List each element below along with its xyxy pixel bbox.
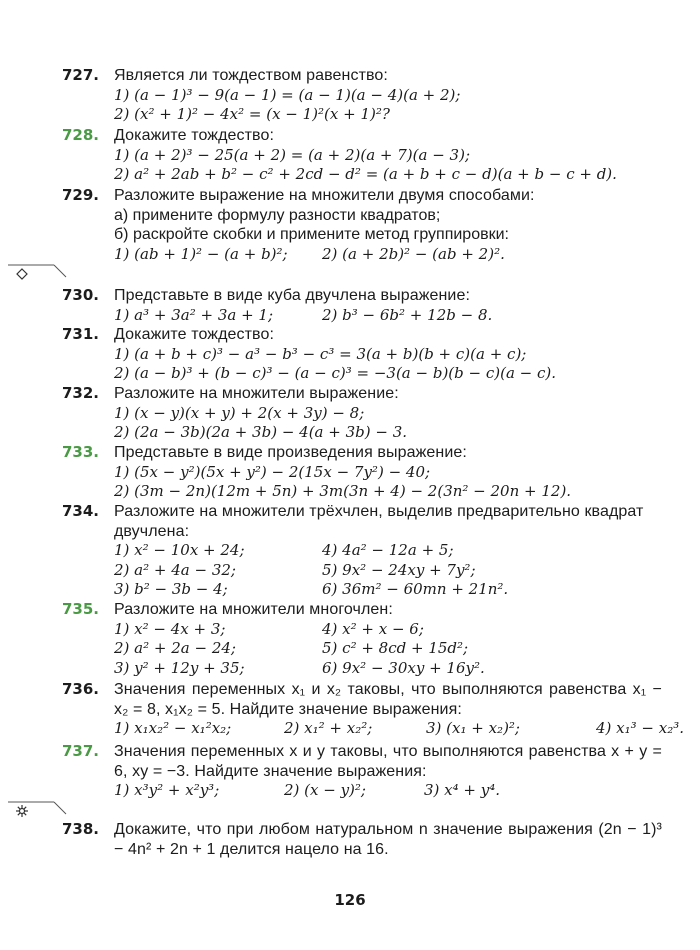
- problem-item: 1) a³ + 3a² + 3a + 1;: [114, 305, 274, 324]
- problem-number: 728.: [62, 126, 100, 144]
- problem-item: 1) x² − 4x + 3;: [114, 619, 226, 638]
- page-number: 126: [334, 891, 366, 909]
- problem-item: 6) 9x² − 30xy + 16y².: [322, 658, 485, 677]
- problem-item: 6) 36m² − 60mn + 21n².: [322, 580, 509, 598]
- problem-734: [62, 502, 662, 600]
- problem-subtask: а) примените формулу разности квадратов;: [114, 206, 441, 224]
- problem-number: 734.: [62, 502, 100, 520]
- problem-item: 1) (a − 1)³ − 9(a − 1) = (a − 1)(a − 4)(a + 2);: [114, 85, 461, 104]
- problem-item: 2) (a − b)³ + (b − c)³ − (a − c)³ = −3(a − b)(b − c)(a − c).: [114, 364, 557, 382]
- problem-prompt: Докажите, что при любом натуральном n значение выражения (2n − 1)³ − 4n² + 2n + 1 делится нацело на 16.: [114, 821, 662, 858]
- problem-735: [62, 600, 662, 678]
- problem-number: 733.: [62, 443, 100, 461]
- problem-prompt: Докажите тождество:: [114, 326, 274, 343]
- problem-prompt: Разложите выражение на множители двумя способами:: [114, 187, 535, 204]
- problem-number: 736.: [62, 680, 100, 698]
- problem-item: 1) (a + 2)³ − 25(a + 2) = (a + 2)(a + 7)(a − 3);: [114, 145, 471, 164]
- problem-738: [62, 820, 662, 859]
- problem-item: 2) (3m − 2n)(12m + 5n) + 3m(3n + 4) − 2(3n² − 20n + 12).: [114, 482, 572, 500]
- problem-item: 3) b² − 3b − 4;: [114, 580, 228, 598]
- problem-736: [62, 680, 685, 739]
- problem-732: [62, 384, 662, 443]
- problem-prompt: Значения переменных x₁ и x₂ таковы, что выполняются равенства x₁ − x₂ = 8, x₁x₂ = 5. Найдите значение выражения:: [114, 681, 662, 718]
- problem-item: 3) x⁴ + y⁴.: [424, 781, 500, 799]
- problem-730: [62, 286, 662, 325]
- problem-item: 1) (ab + 1)² − (a + b)²;: [114, 244, 288, 263]
- problem-item: 4) 4a² − 12a + 5;: [322, 541, 454, 559]
- problem-item: 1) x³y² + x²y³;: [114, 781, 220, 799]
- problem-number: 729.: [62, 186, 100, 204]
- problem-item: 1) (x − y)(x + y) + 2(x + 3y) − 8;: [114, 403, 365, 422]
- problem-731: [62, 325, 662, 384]
- problem-item: 1) (a + b + c)³ − a³ − b³ − c³ = 3(a + b)(b + c)(a + c);: [114, 344, 527, 363]
- problem-item: 1) x₁x₂² − x₁²x₂;: [114, 719, 232, 737]
- problem-subtask: б) раскройте скобки и примените метод группировки:: [114, 226, 509, 243]
- problem-prompt: Является ли тождеством равенство:: [114, 67, 388, 84]
- problem-item: 2) (x − y)²;: [284, 781, 366, 799]
- problem-737: [62, 742, 662, 801]
- problem-item: 1) x² − 10x + 24;: [114, 541, 245, 559]
- problem-number: 737.: [62, 742, 100, 760]
- problem-728: [62, 126, 662, 185]
- section-divider-star-icon: [8, 796, 68, 820]
- problem-727: [62, 66, 662, 125]
- problem-prompt: Разложите на множители многочлен:: [114, 601, 393, 618]
- section-divider-diamond-icon: [8, 259, 68, 283]
- problem-number: 727.: [62, 66, 100, 84]
- problem-item: 5) c² + 8cd + 15d²;: [322, 639, 469, 657]
- problem-prompt: Разложите на множители выражение:: [114, 385, 399, 402]
- problem-item: 2) a² + 2a − 24;: [114, 639, 236, 657]
- problem-prompt: Представьте в виде произведения выражение:: [114, 444, 467, 461]
- problem-item: 2) (a + 2b)² − (ab + 2)².: [322, 244, 505, 263]
- problem-number: 732.: [62, 384, 100, 402]
- problem-item: 2) b³ − 6b² + 12b − 8.: [322, 305, 493, 324]
- problem-item: 3) y² + 12y + 35;: [114, 658, 245, 677]
- problem-item: 2) (x² + 1)² − 4x² = (x − 1)²(x + 1)²?: [114, 105, 390, 123]
- problem-prompt: Значения переменных x и y таковы, что выполняются равенства x + y = 6, xy = −3. Найдите значение выражения:: [114, 743, 662, 780]
- problem-item: 2) a² + 2ab + b² − c² + 2cd − d² = (a + b + c − d)(a + b − c + d).: [114, 165, 617, 183]
- problem-number: 735.: [62, 600, 100, 618]
- problem-733: [62, 443, 662, 502]
- problem-item: 2) a² + 4a − 32;: [114, 560, 236, 579]
- problem-number: 731.: [62, 325, 100, 343]
- problem-number: 730.: [62, 286, 100, 304]
- problem-729: [62, 186, 662, 264]
- problem-number: 738.: [62, 820, 100, 838]
- problem-item: 1) (5x − y²)(5x + y²) − 2(15x − 7y²) − 40;: [114, 462, 431, 481]
- problem-item: 4) x₁³ − x₂³.: [596, 719, 685, 737]
- problem-item: 4) x² + x − 6;: [322, 619, 424, 638]
- problem-item: 3) (x₁ + x₂)²;: [426, 719, 520, 737]
- problem-item: 5) 9x² − 24xy + 7y²;: [322, 560, 476, 579]
- problem-prompt: Докажите тождество:: [114, 127, 274, 144]
- problem-item: 2) (2a − 3b)(2a + 3b) − 4(a + 3b) − 3.: [114, 423, 408, 441]
- problem-prompt: Разложите на множители трёхчлен, выделив предварительно квадрат двучлена:: [114, 503, 644, 540]
- problem-prompt: Представьте в виде куба двучлена выражение:: [114, 287, 471, 304]
- problem-item: 2) x₁² + x₂²;: [284, 719, 373, 737]
